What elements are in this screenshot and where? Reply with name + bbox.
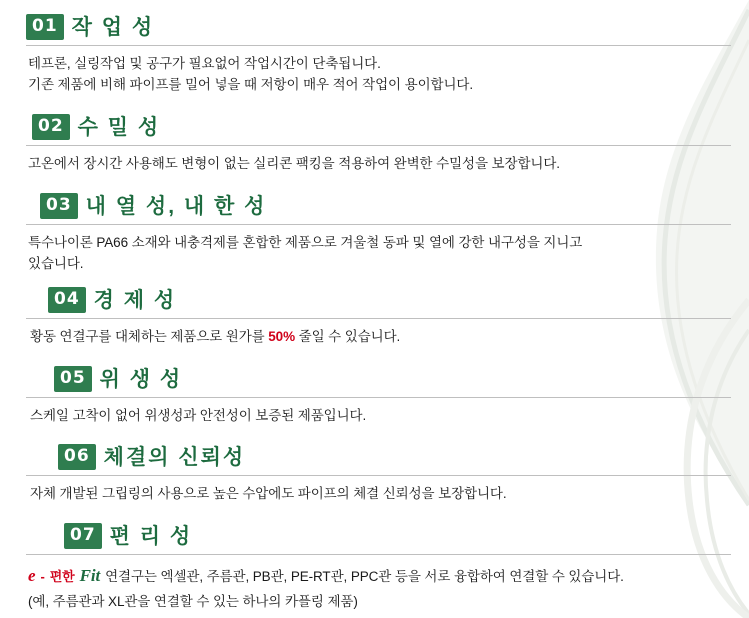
spacer	[26, 505, 731, 523]
feature-section-01	[26, 14, 731, 96]
brand-line	[28, 563, 731, 589]
section-header	[26, 14, 731, 40]
body-text-part: 줄일 수 있습니다.	[295, 328, 401, 344]
feature-section-05	[26, 366, 731, 427]
section-body	[30, 327, 731, 348]
spacer	[26, 275, 731, 287]
section-note: (예, 주름관과 XL관을 연결할 수 있는 하나의 카플링 제품)	[28, 593, 358, 609]
body-line: 스케일 고착이 없어 위생성과 안전성이 보증된 제품입니다.	[30, 407, 367, 423]
body-line: 고온에서 장시간 사용해도 변형이 없는 실리콘 팩킹을 적용하여 완벽한 수밀성을 보장합니다.	[28, 155, 560, 171]
section-body	[28, 154, 731, 175]
section-header	[58, 444, 731, 470]
section-title: 작 업 성	[71, 16, 155, 39]
brand-korean-word: 편한	[49, 569, 75, 585]
section-number-badge: 06	[58, 444, 96, 470]
body-line: 있습니다.	[28, 255, 84, 271]
body-line	[30, 327, 731, 348]
feature-section-07	[26, 523, 731, 612]
section-title: 수 밀 성	[77, 115, 161, 139]
feature-section-06	[26, 444, 731, 505]
brand-letter-e: e	[28, 566, 36, 586]
body-line: 기존 제품에 비해 파이프를 밀어 넣을 때 저항이 매우 적어 작업이 용이합니다.	[28, 76, 473, 92]
body-line: 테프론, 실링작업 및 공구가 필요없어 작업시간이 단축됩니다.	[28, 56, 381, 71]
section-divider	[26, 475, 731, 476]
spacer	[26, 175, 731, 193]
highlight-value: 50%	[268, 328, 295, 344]
feature-section-02	[26, 114, 731, 175]
section-body	[28, 563, 731, 612]
section-title: 경 제 성	[93, 288, 177, 312]
body-text-part: 황동 연결구를 대체하는 제품으로 원가를	[30, 328, 269, 344]
section-body	[30, 406, 731, 427]
feature-section-04	[26, 287, 731, 348]
section-divider	[26, 397, 731, 398]
brand-dash: -	[40, 569, 45, 585]
section-number-badge: 04	[48, 287, 86, 313]
section-number-badge: 01	[26, 14, 64, 40]
section-number-badge: 03	[40, 193, 78, 219]
spacer	[26, 96, 731, 114]
section-divider	[26, 318, 731, 319]
brand-sentence-rest: 연결구는 엑셀관, 주름관, PB관, PE-RT관, PPC관 등을 서로 융합하여 연결할 수 있습니다.	[105, 569, 624, 585]
section-header	[32, 114, 731, 140]
feature-section-03	[26, 193, 731, 275]
section-divider	[26, 45, 731, 46]
section-divider	[26, 224, 731, 225]
section-body	[28, 54, 731, 96]
section-header	[40, 193, 731, 219]
body-line: 자체 개발된 그립링의 사용으로 높은 수압에도 파이프의 체결 신뢰성을 보장합니다.	[30, 486, 507, 502]
section-title: 내 열 성, 내 한 성	[85, 194, 267, 218]
section-number-badge: 02	[32, 114, 70, 140]
section-title: 위 생 성	[99, 367, 183, 391]
section-header	[48, 287, 731, 313]
section-title: 체결의 신뢰성	[103, 446, 246, 470]
spacer	[26, 348, 731, 366]
section-number-badge: 05	[54, 366, 92, 392]
section-header	[64, 523, 731, 549]
section-header	[54, 366, 731, 392]
section-number-badge: 07	[64, 523, 102, 549]
spacer	[26, 426, 731, 444]
brand-word-fit: Fit	[79, 566, 101, 586]
section-body	[30, 484, 731, 505]
section-divider	[26, 554, 731, 555]
section-title: 편 리 성	[109, 525, 193, 549]
section-body	[28, 233, 731, 275]
section-divider	[26, 145, 731, 146]
body-line: 특수나이론 PA66 소재와 내충격제를 혼합한 제품으로 겨울철 동파 및 열에 강한 내구성을 지니고	[28, 234, 583, 250]
